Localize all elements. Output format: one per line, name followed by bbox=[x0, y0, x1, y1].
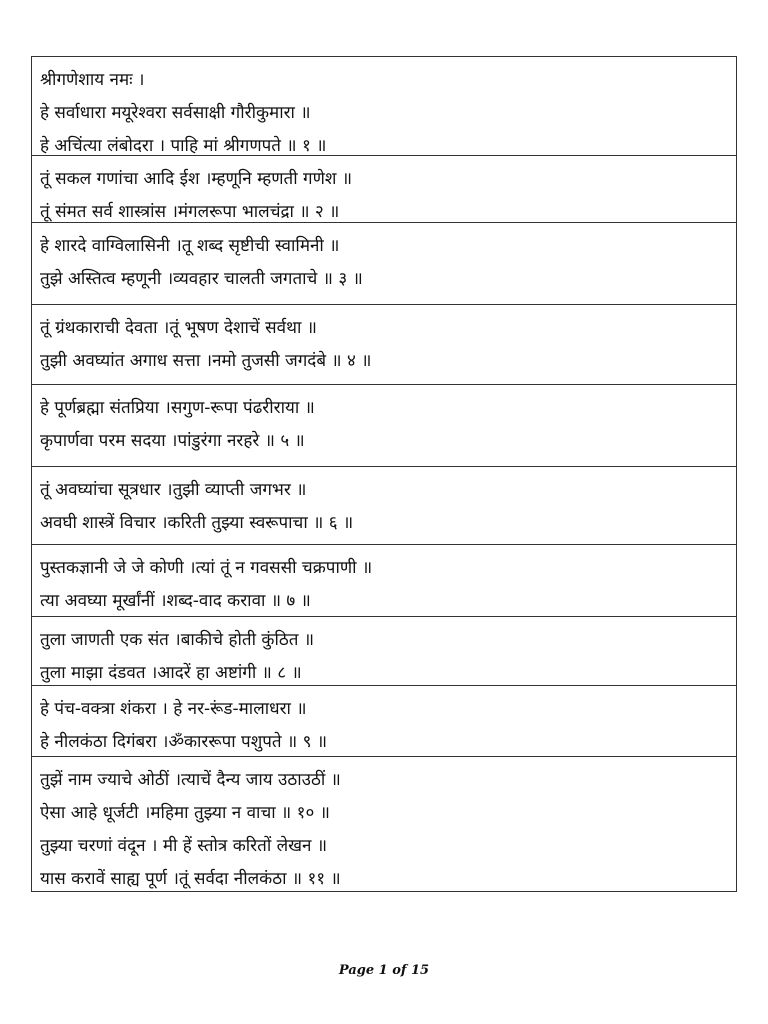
verse-block bbox=[32, 685, 736, 756]
verse-line: यास करावें साह्य पूर्ण ।तूं सर्वदा नीलकंठा ॥ ११ ॥ bbox=[40, 869, 341, 889]
verse-block bbox=[32, 756, 736, 891]
verse-block bbox=[32, 544, 736, 616]
verse-block bbox=[32, 616, 736, 685]
verse-block bbox=[32, 384, 736, 466]
verse-block bbox=[32, 57, 736, 155]
verse-line: तूं ग्रंथकाराची देवता ।तूं भूषण देशाचें सर्वथा ॥ bbox=[40, 318, 317, 338]
verse-line: कृपार्णवा परम सदया ।पांडुरंगा नरहरे ॥ ५ ॥ bbox=[40, 431, 305, 451]
verse-block bbox=[32, 222, 736, 304]
verse-line: ऐसा आहे धूर्जटी ।महिमा तुझ्या न वाचा ॥ १० ॥ bbox=[40, 803, 330, 823]
verse-line: तूं सकल गणांचा आदि ईश ।म्हणूनि म्हणती गणेश ॥ bbox=[40, 169, 353, 189]
verse-line: अवघी शास्त्रें विचार ।करिती तुझ्या स्वरूपाचा ॥ ६ ॥ bbox=[40, 513, 354, 533]
verse-line: तुझे अस्तित्व म्हणूनी ।व्यवहार चालती जगताचे ॥ ३ ॥ bbox=[40, 269, 363, 289]
verse-block bbox=[32, 304, 736, 384]
verse-line: तुला जाणती एक संत ।बाकीचे होती कुंठित ॥ bbox=[40, 630, 315, 650]
verse-line: श्रीगणेशाय नमः । bbox=[40, 70, 145, 90]
verse-line: हे अचिंत्या लंबोदरा । पाहि मां श्रीगणपते ॥ १ ॥ bbox=[40, 136, 327, 155]
page-number-footer: Page 1 of 15 bbox=[338, 963, 430, 978]
verse-line: हे पूर्णब्रह्मा संतप्रिया ।सगुण-रूपा पंढरीराया ॥ bbox=[40, 398, 315, 418]
verse-line: हे नीलकंठा दिगंबरा ।ॐकाररूपा पशुपते ॥ ९ ॥ bbox=[40, 732, 328, 752]
verse-table bbox=[31, 56, 737, 892]
verse-line: तुझें नाम ज्याचे ओठीं ।त्याचें दैन्य जाय उठाउठीं ॥ bbox=[40, 770, 341, 790]
verse-line: हे पंच-वक्त्रा शंकरा । हे नर-रूंड-मालाधरा ॥ bbox=[40, 699, 307, 719]
verse-line: तूं अवघ्यांचा सूत्रधार ।तुझी व्याप्ती जगभर ॥ bbox=[40, 480, 307, 500]
verse-block bbox=[32, 155, 736, 222]
verse-line: तुझी अवघ्यांत अगाध सत्ता ।नमो तुजसी जगदंबे ॥ ४ ॥ bbox=[40, 351, 372, 371]
verse-line: तुझ्या चरणां वंदून । मी हें स्तोत्र करितों लेखन ॥ bbox=[40, 836, 328, 856]
verse-line: हे शारदे वाग्विलासिनी ।तू शब्द सृष्टीची स्वामिनी ॥ bbox=[40, 236, 340, 256]
verse-line: त्या अवघ्या मूर्खांनीं ।शब्द-वाद करावा ॥ ७ ॥ bbox=[40, 591, 311, 611]
verse-line: हे सर्वाधारा मयूरेश्वरा सर्वसाक्षी गौरीकुमारा ॥ bbox=[40, 103, 311, 123]
verse-block bbox=[32, 466, 736, 544]
verse-line: तुला माझा दंडवत ।आदरें हा अष्टांगी ॥ ८ ॥ bbox=[40, 663, 302, 683]
verse-line: तूं संमत सर्व शास्त्रांस ।मंगलरूपा भालचंद्रा ॥ २ ॥ bbox=[40, 202, 340, 222]
verse-line: पुस्तकज्ञानी जे जे कोणी ।त्यां तूं न गवससी चक्रपाणी ॥ bbox=[40, 558, 373, 578]
